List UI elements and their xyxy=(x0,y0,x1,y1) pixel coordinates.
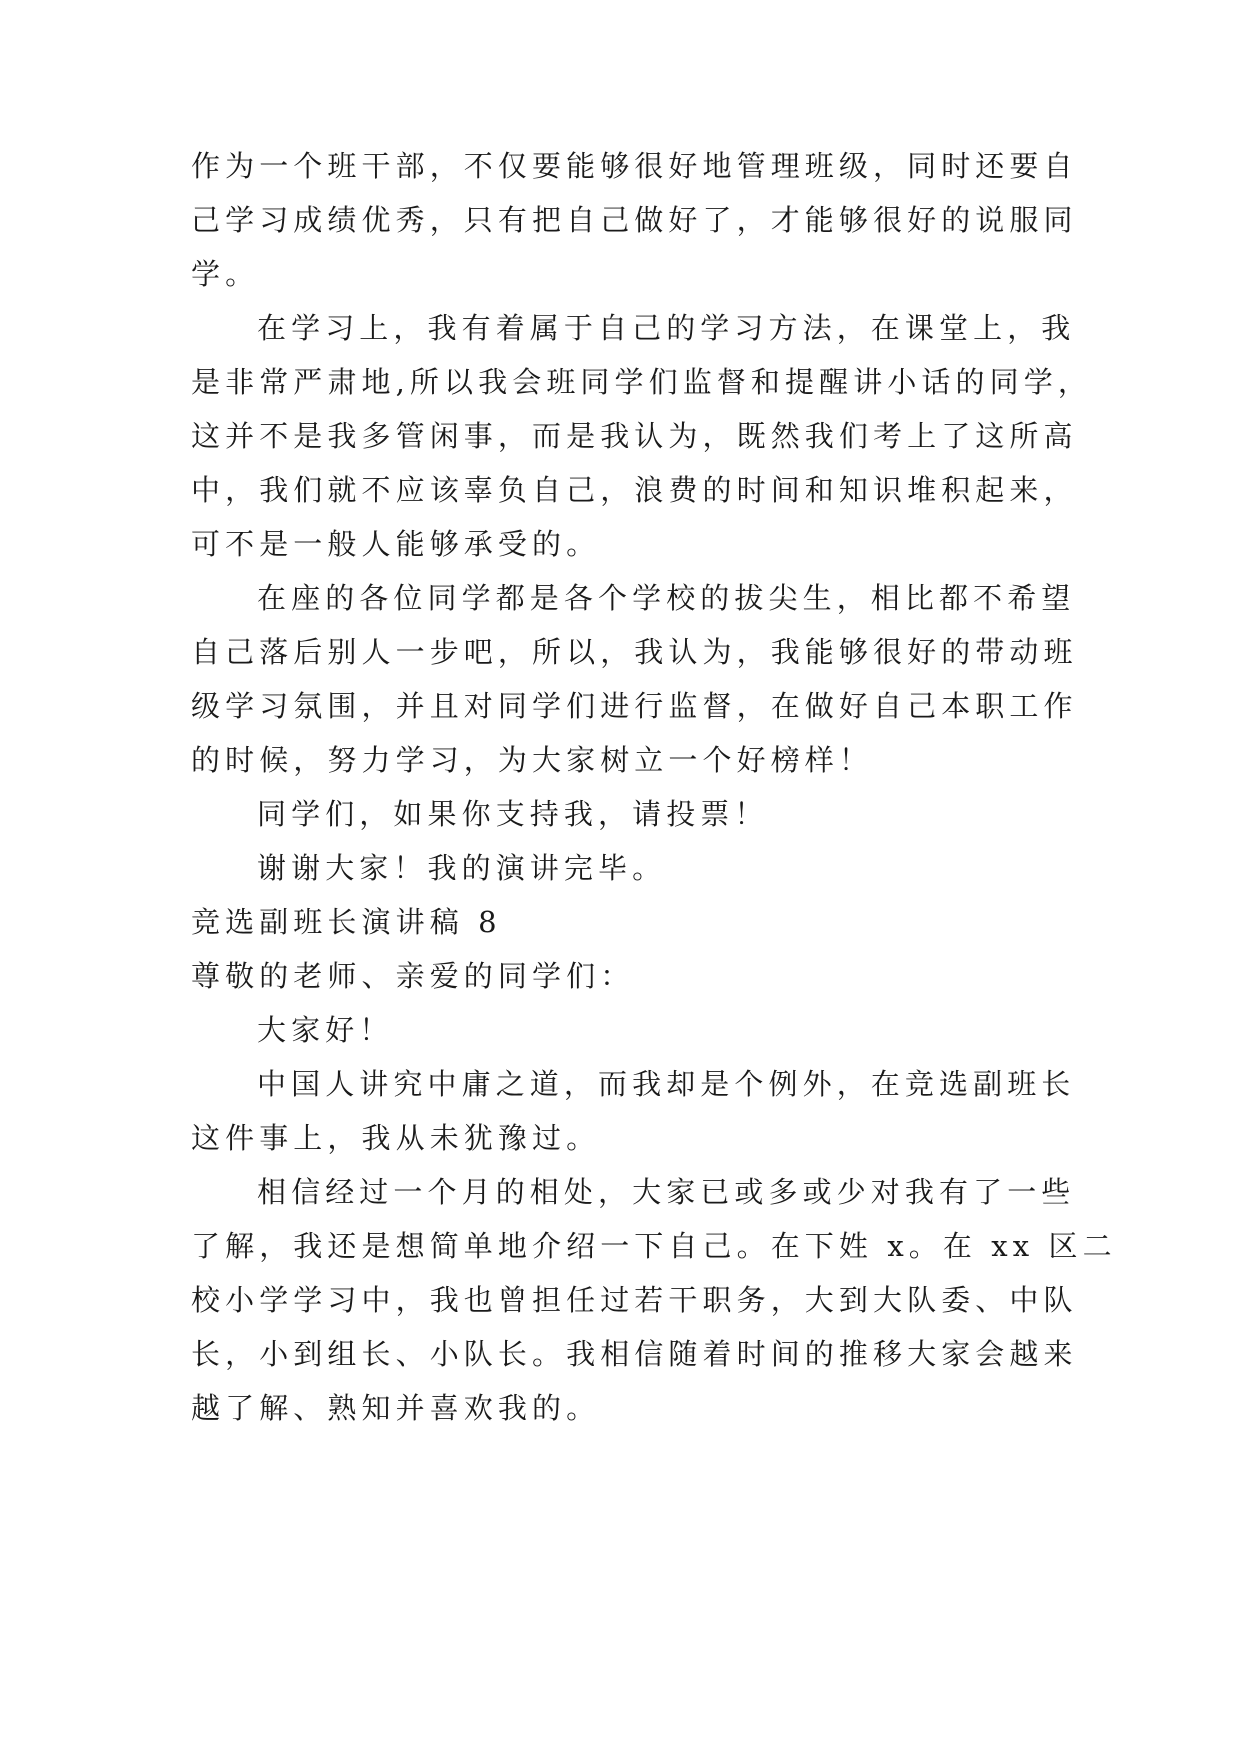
text-line: 中，我们就不应该辜负自己，浪费的时间和知识堆积起来， xyxy=(191,473,1078,507)
text-line: 这件事上，我从未犹豫过。 xyxy=(191,1121,601,1155)
text-line: 可不是一般人能够承受的。 xyxy=(191,527,601,561)
text-line: 同学们，如果你支持我，请投票！ xyxy=(257,797,769,831)
text-line: 的时候，努力学习，为大家树立一个好榜样！ xyxy=(191,743,874,777)
salutation: 尊敬的老师、亲爱的同学们： xyxy=(191,959,635,993)
text-line: 级学习氛围，并且对同学们进行监督，在做好自己本职工作 xyxy=(191,689,1078,723)
text-line: 这并不是我多管闲事，而是我认为，既然我们考上了这所高 xyxy=(191,419,1078,453)
text-line: 学。 xyxy=(191,257,260,291)
section-heading: 竞选副班长演讲稿 8 xyxy=(191,905,502,939)
text-line: 作为一个班干部，不仅要能够很好地管理班级，同时还要自 xyxy=(191,149,1078,183)
text-line: 长，小到组长、小队长。我相信随着时间的推移大家会越来 xyxy=(191,1337,1078,1371)
text-line: 越了解、熟知并喜欢我的。 xyxy=(191,1391,601,1425)
greeting: 大家好！ xyxy=(257,1013,394,1047)
text-line: 在座的各位同学都是各个学校的拔尖生，相比都不希望 xyxy=(257,581,1076,615)
text-line: 了解，我还是想简单地介绍一下自己。在下姓 x。在 xx 区二 xyxy=(191,1229,1117,1263)
text-line: 己学习成绩优秀，只有把自己做好了，才能够很好的说服同 xyxy=(191,203,1078,237)
text-line: 中国人讲究中庸之道，而我却是个例外，在竞选副班长 xyxy=(257,1067,1076,1101)
text-line: 自己落后别人一步吧，所以，我认为，我能够很好的带动班 xyxy=(191,635,1078,669)
text-line: 相信经过一个月的相处，大家已或多或少对我有了一些 xyxy=(257,1175,1076,1209)
text-line: 校小学学习中，我也曾担任过若干职务，大到大队委、中队 xyxy=(191,1283,1078,1317)
text-line: 谢谢大家！我的演讲完毕。 xyxy=(257,851,667,885)
text-line: 是非常严肃地,所以我会班同学们监督和提醒讲小话的同学， xyxy=(191,365,1092,399)
text-line: 在学习上，我有着属于自己的学习方法，在课堂上，我 xyxy=(257,311,1076,345)
